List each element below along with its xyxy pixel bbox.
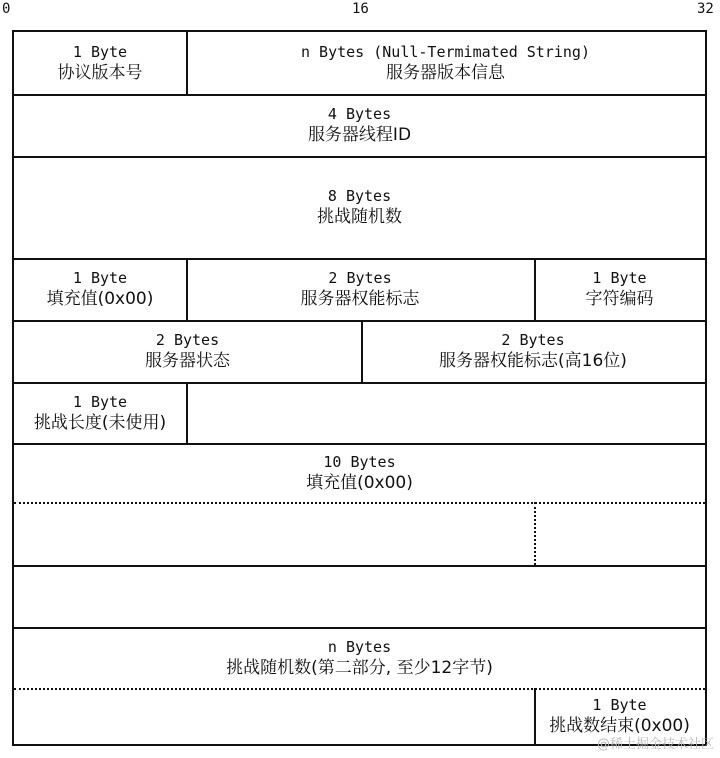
field-capability-flags bbox=[186, 258, 534, 320]
field-size: 1 Byte bbox=[72, 392, 128, 411]
row-challenge-part2 bbox=[14, 627, 705, 688]
divider bbox=[186, 258, 188, 320]
divider bbox=[14, 502, 705, 504]
row-challenge bbox=[14, 156, 705, 258]
field-name: 服务器版本信息 bbox=[386, 63, 505, 83]
field-name: 服务器线程ID bbox=[307, 125, 412, 145]
field-protocol-version bbox=[14, 32, 186, 94]
field-name: 挑战随机数(第二部分, 至少12字节) bbox=[226, 657, 493, 678]
field-server-version bbox=[186, 32, 705, 94]
field-charset bbox=[534, 258, 705, 320]
field-size: 2 Bytes bbox=[501, 331, 565, 349]
row-thread-id bbox=[14, 94, 705, 156]
divider bbox=[186, 32, 188, 94]
field-server-status bbox=[14, 320, 361, 382]
field-challenge-length bbox=[14, 382, 186, 443]
field-size: 8 Bytes bbox=[327, 187, 392, 205]
field-size: n Bytes (Null-Termimated String) bbox=[301, 43, 590, 61]
divider bbox=[534, 688, 536, 744]
field-challenge-random bbox=[14, 156, 705, 258]
field-size: 1 Byte bbox=[72, 43, 128, 61]
divider bbox=[361, 320, 363, 382]
field-capability-flags-high bbox=[361, 320, 705, 382]
row-protocol-version bbox=[14, 32, 705, 94]
field-size: 4 Bytes bbox=[327, 105, 392, 123]
divider bbox=[534, 502, 536, 565]
ruler-label-0: 0 bbox=[2, 1, 11, 17]
field-name: 挑战随机数 bbox=[317, 207, 402, 227]
packet-diagram bbox=[12, 30, 707, 746]
row-filler-capability-charset bbox=[14, 258, 705, 320]
field-size: 2 Bytes bbox=[328, 269, 392, 287]
field-name: 挑战长度(未使用) bbox=[33, 412, 167, 433]
field-name: 协议版本号 bbox=[57, 63, 143, 83]
field-name: 填充值(0x00) bbox=[306, 472, 413, 493]
field-filler-10 bbox=[14, 443, 705, 502]
divider bbox=[14, 565, 705, 567]
row-filler-10 bbox=[14, 443, 705, 502]
field-filler bbox=[14, 258, 186, 320]
field-size: 1 Byte bbox=[592, 696, 647, 714]
field-size: 10 Bytes bbox=[323, 452, 396, 471]
ruler-label-32: 32 bbox=[697, 1, 714, 17]
field-name: 服务器权能标志 bbox=[300, 289, 420, 309]
field-size: 2 Bytes bbox=[155, 331, 220, 349]
field-name: 字符编码 bbox=[585, 289, 654, 309]
field-name: 挑战数结束(0x00) bbox=[549, 716, 690, 736]
divider bbox=[534, 258, 536, 320]
watermark: @稀土掘金技术社区 bbox=[596, 737, 714, 752]
field-size: 1 Byte bbox=[72, 269, 128, 287]
row-status-capability-high bbox=[14, 320, 705, 382]
field-name: 服务器权能标志(高16位) bbox=[439, 351, 627, 371]
divider bbox=[186, 382, 188, 443]
field-name: 服务器状态 bbox=[145, 351, 230, 371]
field-size: 1 Byte bbox=[592, 269, 647, 287]
field-size: n Bytes bbox=[327, 637, 392, 656]
field-challenge-part2 bbox=[14, 627, 705, 688]
ruler-label-16: 16 bbox=[352, 1, 369, 17]
field-name: 填充值(0x00) bbox=[46, 289, 154, 309]
row-challenge-length bbox=[14, 382, 705, 443]
field-thread-id bbox=[14, 94, 705, 156]
